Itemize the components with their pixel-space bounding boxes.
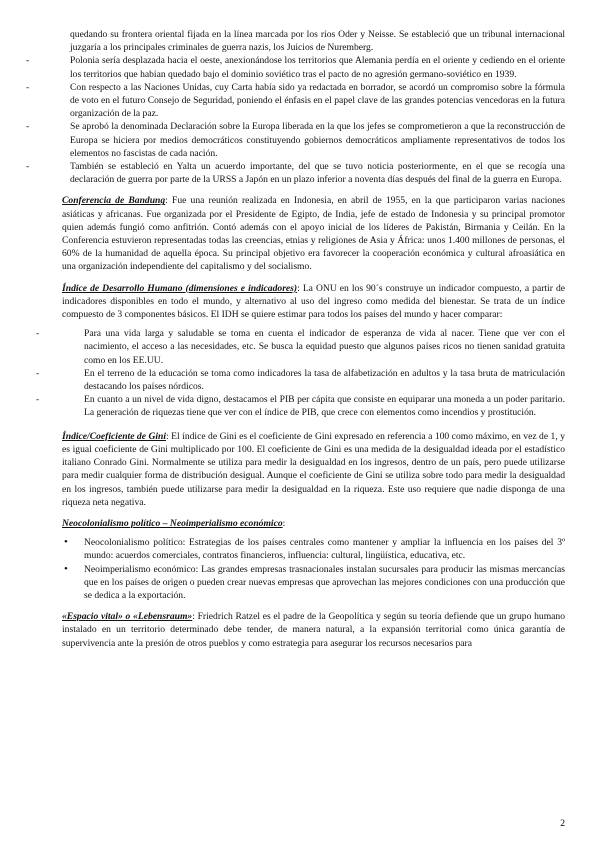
list-item: • Neoimperialismo económico: Las grandes empresas trasnacionales instalan sucursales para producir las mismas mercancías que en los países de origen o pueden crear nuevas empresas que aprovechan las mejores condiciones con una producción que se dedica a la exportación. xyxy=(62,563,565,603)
list-item: - Para una vida larga y saludable se toma en cuenta el indicador de esperanza de vida al nacer. Tiene que ver con el nacimiento, el acceso a las necesidades, etc. Se busca la equidad puesto que algunos países ricos no tienen sanidad gratuita como en los EE.UU. xyxy=(62,327,565,367)
bandung-text: : Fue una reunión realizada en Indonesia, en abril de 1955, en la que participaron varias naciones asiáticas y africanas. Fue organizada por el Presidente de Egipto, de India, jefe de estado de Indonesia y su principal promotor quien además fungió como anfitrión. Contó además con el apoyo inicial de los líderes de Pakistán, Birmania y Ceilán. En la Conferencia estuvieron representadas todas las creencias, etnias y religiones de Asia y África: unos 1.400 millones de personas, el 60% de la humanidad de aquella época. Su principal objetivo era favorecer la cooperación económica y cultural afroasiática en una organización independiente del capitalismo y del socialismo. xyxy=(62,195,565,273)
list-item: - Con respecto a las Naciones Unidas, cuy Carta había sido ya redactada en borrador, se acordó un compromiso sobre la fórmula de voto en el futuro Consejo de Seguridad, poniendo el énfasis en el papel clave de las grandes potencias vencedoras en la futura organización de la paz. xyxy=(62,81,565,121)
bandung-title: Conferencia de Bandung xyxy=(62,195,166,207)
list-item: - Polonia sería desplazada hacia el oeste, anexionándose los territorios que Alemania perdía en el oriente y cediendo en el oriente los territorios que habían quedado bajo el dominio soviético tras el pacto de no agresión germano-soviético en 1939. xyxy=(62,54,565,80)
gini-title: Índice/Coeficiente de Gini xyxy=(62,430,167,442)
intro-continuation: quedando su frontera oriental fijada en la línea marcada por los ríos Oder y Neisse. Se estableció que un tribunal internacional juzgaría a los principales criminales de guerra nazis, los Juicios de Nuremberg. xyxy=(70,29,565,54)
lebensraum-title: «Espacio vital» o «Lebensraum» xyxy=(62,611,193,623)
gini-text: : El índice de Gini es el coeficiente de Gini expresado en referencia a 100 como máximo, en vez de 1, y es igual coeficiente de Gini multiplicado por 100. El coeficiente de Gini es una medida de la desigualdad ideada por el estadístico italiano Conrado Gini. Normalmente se utiliza para medir la desigualdad en los ingresos, dentro de un país, pero puede utilizarse para medir cualquier forma de distribución desigual. Aunque el coeficiente de Gini se utiliza sobre todo para medir la desigualdad en los ingresos, también puede utilizarse para medir la desigualdad en la riqueza. Este uso requiere que nadie disponga de una riqueza neta negativa. xyxy=(62,430,566,508)
idh-title: Índice de Desarrollo Humano (dimensiones e indicadores) xyxy=(62,282,298,294)
neocol-list xyxy=(62,536,565,602)
page-number: 2 xyxy=(560,818,565,829)
neocol-title: Neocolonialismo político – Neoimperialismo económico xyxy=(62,517,283,529)
idh-list xyxy=(62,327,565,419)
list-item: - Se aprobó la denominada Declaración sobre la Europa liberada en la que los jefes se comprometieron a que la reconstrucción de Europa se hiciera por medios democráticos constituyendo gobiernos democráticos ampliamente representativos de todos los elementos no fascistas de cada nación. xyxy=(62,120,565,160)
idh-paragraph xyxy=(62,282,565,322)
list-item: - En cuanto a un nivel de vida digno, destacamos el PIB per cápita que consiste en equiparar una moneda a un poder paritario. La generación de riquezas tiene que ver con el índice de PIB, que crece con elementos como incendios y prostitución. xyxy=(62,393,565,419)
list-item: - También se estableció en Yalta un acuerdo importante, del que se tuvo noticia posteriormente, en el que se recogía una declaración de guerra por parte de la URSS a Japón en un plazo inferior a noventa días después del final de la guerra en Europa. xyxy=(62,160,565,186)
neocol-suffix: : xyxy=(282,517,286,529)
list-item: • Neocolonialismo político: Estrategias de los países centrales como mantener y ampliar la influencia en los países del 3º mundo: acuerdos comerciales, contratos financieros, influencia: cultural, lingüística, educativa, etc. xyxy=(62,536,565,562)
gini-paragraph xyxy=(62,430,565,509)
neocol-heading xyxy=(62,517,565,530)
list-item: - En el terreno de la educación se toma como indicadores la tasa de alfabetización en adultos y la tasa bruta de matriculación destacando los países nórdicos. xyxy=(62,367,565,393)
bandung-paragraph xyxy=(62,194,565,273)
lebensraum-paragraph xyxy=(62,610,565,650)
yalta-list xyxy=(62,54,565,186)
lebensraum-text: : Friedrich Ratzel es el padre de la Geopolítica y según su teoría defiende que un grupo humano instalado en un territorio determinado debe tender, de manera natural, a la expansión territorial como única garantía de supervivencia ante la presión de otros pueblos y como estrategia para asegurar los recursos necesarios para xyxy=(62,611,566,649)
idh-text: : La ONU en los 90´s construye un indicador compuesto, a partir de indicadores disponibles en todo el mundo, y alternativo al uso del ingreso como medida del bienestar. Se trata de un índice compuesto de 3 componentes básicos. El IDH se quiere estimar para todos los países del mundo y hacer comparar: xyxy=(62,282,566,321)
